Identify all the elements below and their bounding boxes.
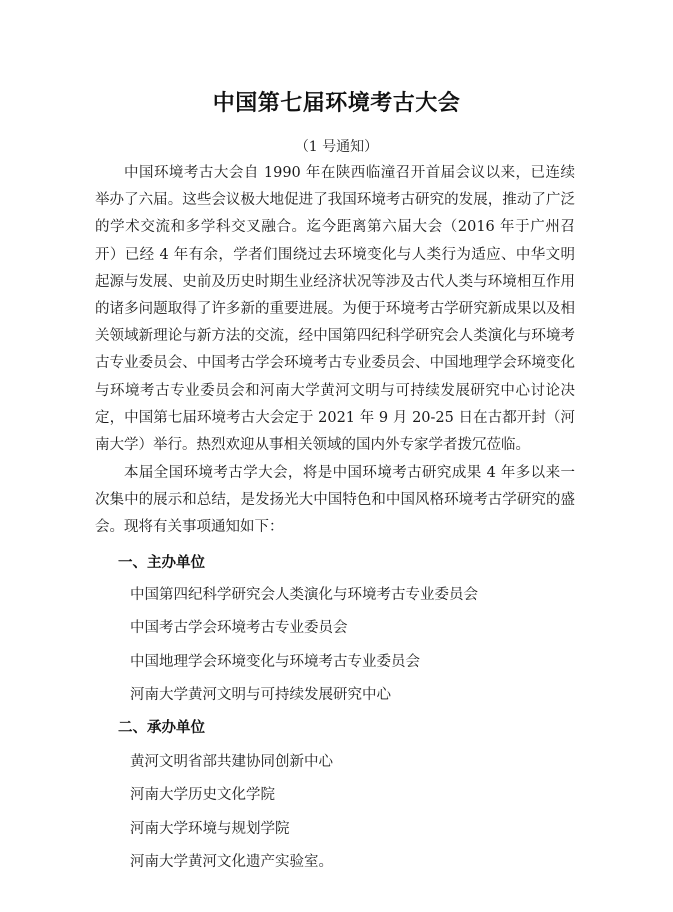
organizer-item: 河南大学黄河文明与可持续发展研究中心 bbox=[130, 687, 391, 703]
intro-paragraph: 中国环境考古大会自 1990 年在陕西临潼召开首届会议以来，已连续举办了六届。这些会议极大地促进了我国环境考古研究的发展，推动了广泛的学术交流和多学科交叉融合。迄今距离第六届大会（2016 年于广州召开）已经 4 年有余，学者们围绕过去环境变化与人类行为适应、中华文明起源与发展、史前及历史时期生业经济状况等涉及古代人类与环境相互作用的诸多问题取得了许多新的重要进展。为便于环境考古学研究新成果以及相关领域新理论与新方法的交流，经中国第四纪科学研究会人类演化与环境考古专业委员会、中国考古学会环境考古专业委员会、中国地理学会环境变化与环境考古专业委员会和河南大学黄河文明与可持续发展研究中心讨论决定，中国第七届环境考古大会定于 2021 年 9 月 20-25 日在古都开封（河南大学）举行。热烈欢迎从事相关领域的国内外专家学者拨冗莅临。 bbox=[95, 165, 575, 454]
co-organizer-item: 河南大学黄河文化遗产实验室。 bbox=[130, 854, 333, 870]
organizer-item: 中国地理学会环境变化与环境考古专业委员会 bbox=[130, 654, 420, 670]
section-heading-co-organizers: 二、承办单位 bbox=[118, 720, 205, 736]
co-organizer-item: 河南大学历史文化学院 bbox=[130, 787, 275, 803]
co-organizer-item: 黄河文明省部共建协同创新中心 bbox=[130, 754, 333, 770]
organizer-item: 中国第四纪科学研究会人类演化与环境考古专业委员会 bbox=[130, 587, 478, 603]
document-subtitle: （1 号通知） bbox=[294, 139, 379, 155]
section-heading-organizers: 一、主办单位 bbox=[118, 555, 205, 571]
document-title: 中国第七届环境考古大会 bbox=[212, 91, 461, 116]
organizer-item: 中国考古学会环境考古专业委员会 bbox=[130, 620, 348, 636]
notice-paragraph: 本届全国环境考古学大会，将是中国环境考古研究成果 4 年多以来一次集中的展示和总结，是发扬光大中国特色和中国风格环境考古学研究的盛会。现将有关事项通知如下： bbox=[95, 465, 575, 536]
co-organizer-item: 河南大学环境与规划学院 bbox=[130, 821, 290, 837]
